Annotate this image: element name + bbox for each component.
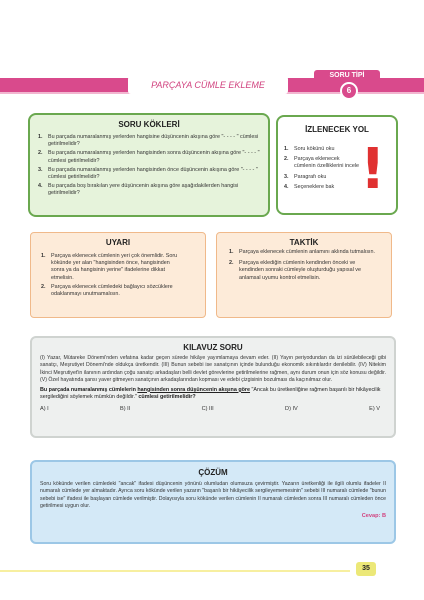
answer-label: Cevap: B	[361, 512, 386, 519]
list-item: 2. Parçaya eklediğin cümlenin kendinden önceki ve kendinden sonraki cümleyle oluşturduğu yapısal ve anlamsal uyumu kontrol etmelisin.	[229, 260, 361, 281]
soru-kokleri-list	[30, 129, 268, 198]
list-item: 4. Bu parçada boş bırakılan yere düşüncenin akışına göre aşağıdakilerden hangisi getirilmelidir?	[38, 183, 239, 197]
answer-options	[40, 406, 386, 412]
kilavuz-question: Bu parçada numaralanmış cümlelerin hangisinden sonra düşüncenin akışına göre "Ancak bu üretkenliğine rağmen başarılı bir hikâyecilik sergilediğini söylemek mümkün değildir." cümlesi getirilmelidir?	[40, 386, 381, 401]
question-type-label: SORU TİPİ	[314, 70, 380, 82]
uyari-box	[30, 232, 206, 318]
list-item: 1. Parçaya eklenecek cümlenin yeri çok önemlidir. Soru kökünde yer alan "hangisinden önce, hangisinden sonra ya da hangisinin yerine" ifadelerine dikkat etmelisin.	[41, 253, 178, 281]
uyari-title: UYARI	[105, 238, 131, 247]
option-b[interactable]: B) II	[120, 406, 131, 413]
kilavuz-soru-title: KILAVUZ SORU	[183, 343, 243, 352]
list-item: 3. Paragrafı oku	[284, 173, 327, 180]
option-a[interactable]: A) I	[40, 406, 49, 413]
page-title: PARÇAYA CÜMLE EKLEME	[128, 76, 288, 94]
option-d[interactable]: D) IV	[285, 406, 298, 413]
izlenecek-yol-title: İZLENECEK YOL	[305, 125, 369, 134]
taktik-list	[217, 247, 391, 282]
soru-kokleri-box	[28, 113, 270, 217]
list-item: 1. Parçaya eklenecek cümlenin anlamını aklında tutmalısın.	[229, 249, 376, 255]
soru-kokleri-title: SORU KÖKLERİ	[118, 120, 180, 129]
list-item: 2. Parçaya eklenecek cümledeki bağlayıcı sözcüklere odaklanmayı unutmamalısın.	[41, 283, 173, 298]
list-item: 4. Seçeneklere bak	[284, 183, 335, 190]
taktik-box	[216, 232, 392, 318]
option-c[interactable]: C) III	[201, 406, 214, 413]
taktik-title: TAKTİK	[289, 238, 319, 247]
list-item: 1. Soru kökünü oku	[284, 146, 335, 152]
kilavuz-soru-box	[30, 336, 396, 438]
list-item: 2. Bu parçada numaralanmış yerlerden hangisinden sonra düşüncenin akışına göre "- - - - " cümlesi getirilmelidir?	[38, 150, 260, 164]
kilavuz-passage: (I) Yazar, Mütareke Dönemi'nden vefatına kadar geçen sürede hikâye yayımlamaya devam eder. (II) Yayın periyodundan da izi sürülebileceği gibi sanatçı, Meşrutiyet Dönemi'nde oldukça üretkendir. (III) Bunun sebebi ise sanatçının içinde bulunduğu ekonomik sıkıntılardır denilebilir. (IV) Nitekim İkinci Meşrutiyet'in ilanının ardından çoğu sanatçı arkadaşları belli devlet görevlerine getirilmelerine rağmen, aynı durum onun için söz konusu değildir. (V) Özel hayatında şansı yaver gitmeyen sanatçının arkadaşlarından kopması ve edebi çizgisinin bozulması da kaçınılmaz olur.	[40, 355, 386, 384]
page-number: 35	[356, 562, 376, 576]
question-type-number: 6	[340, 82, 358, 100]
list-item: 2. Parçaya eklenecek cümlenin özelliklerini incele	[284, 156, 360, 170]
cozum-title: ÇÖZÜM	[198, 468, 228, 477]
list-item: 3. Bu parçada numaralanmış yerlerden hangisinden önce düşüncenin akışına göre "- - - - " cümlesi getirilmelidir?	[38, 166, 258, 181]
footer-stripe	[0, 570, 350, 572]
list-item: 1. Bu parçada numaralanmış yerlerden hangisine düşüncenin akışına göre "- - - - " cümlesi getirilmelidir?	[38, 134, 259, 148]
uyari-list	[31, 247, 205, 298]
exclamation-icon: !	[360, 137, 386, 202]
cozum-text: Soru kökünde verilen cümledeki "ancak" ifadesi düşüncenin yönünü olumludan olumsuza çevirmiştir. Yazarın üretkenliği ile ilgili olumlu ifadeler II numaralı cümlede yer almaktadır. Ayrıca soru kökünde verilen yazarın "başarılı bir hikâyecilik sergileyememesinin" sebebi III numaralı cümlede "bunun sebebi ise" ifadesi ile başlayan cümlede verilmiştir. Dolayısıyla soru kökünde verilen cümlenin II numaralı cümleden sonra III numaralı cümleden önce getirilmesi uygun olur.	[40, 481, 386, 510]
cozum-box	[30, 460, 396, 544]
option-e[interactable]: E) V	[369, 406, 380, 413]
